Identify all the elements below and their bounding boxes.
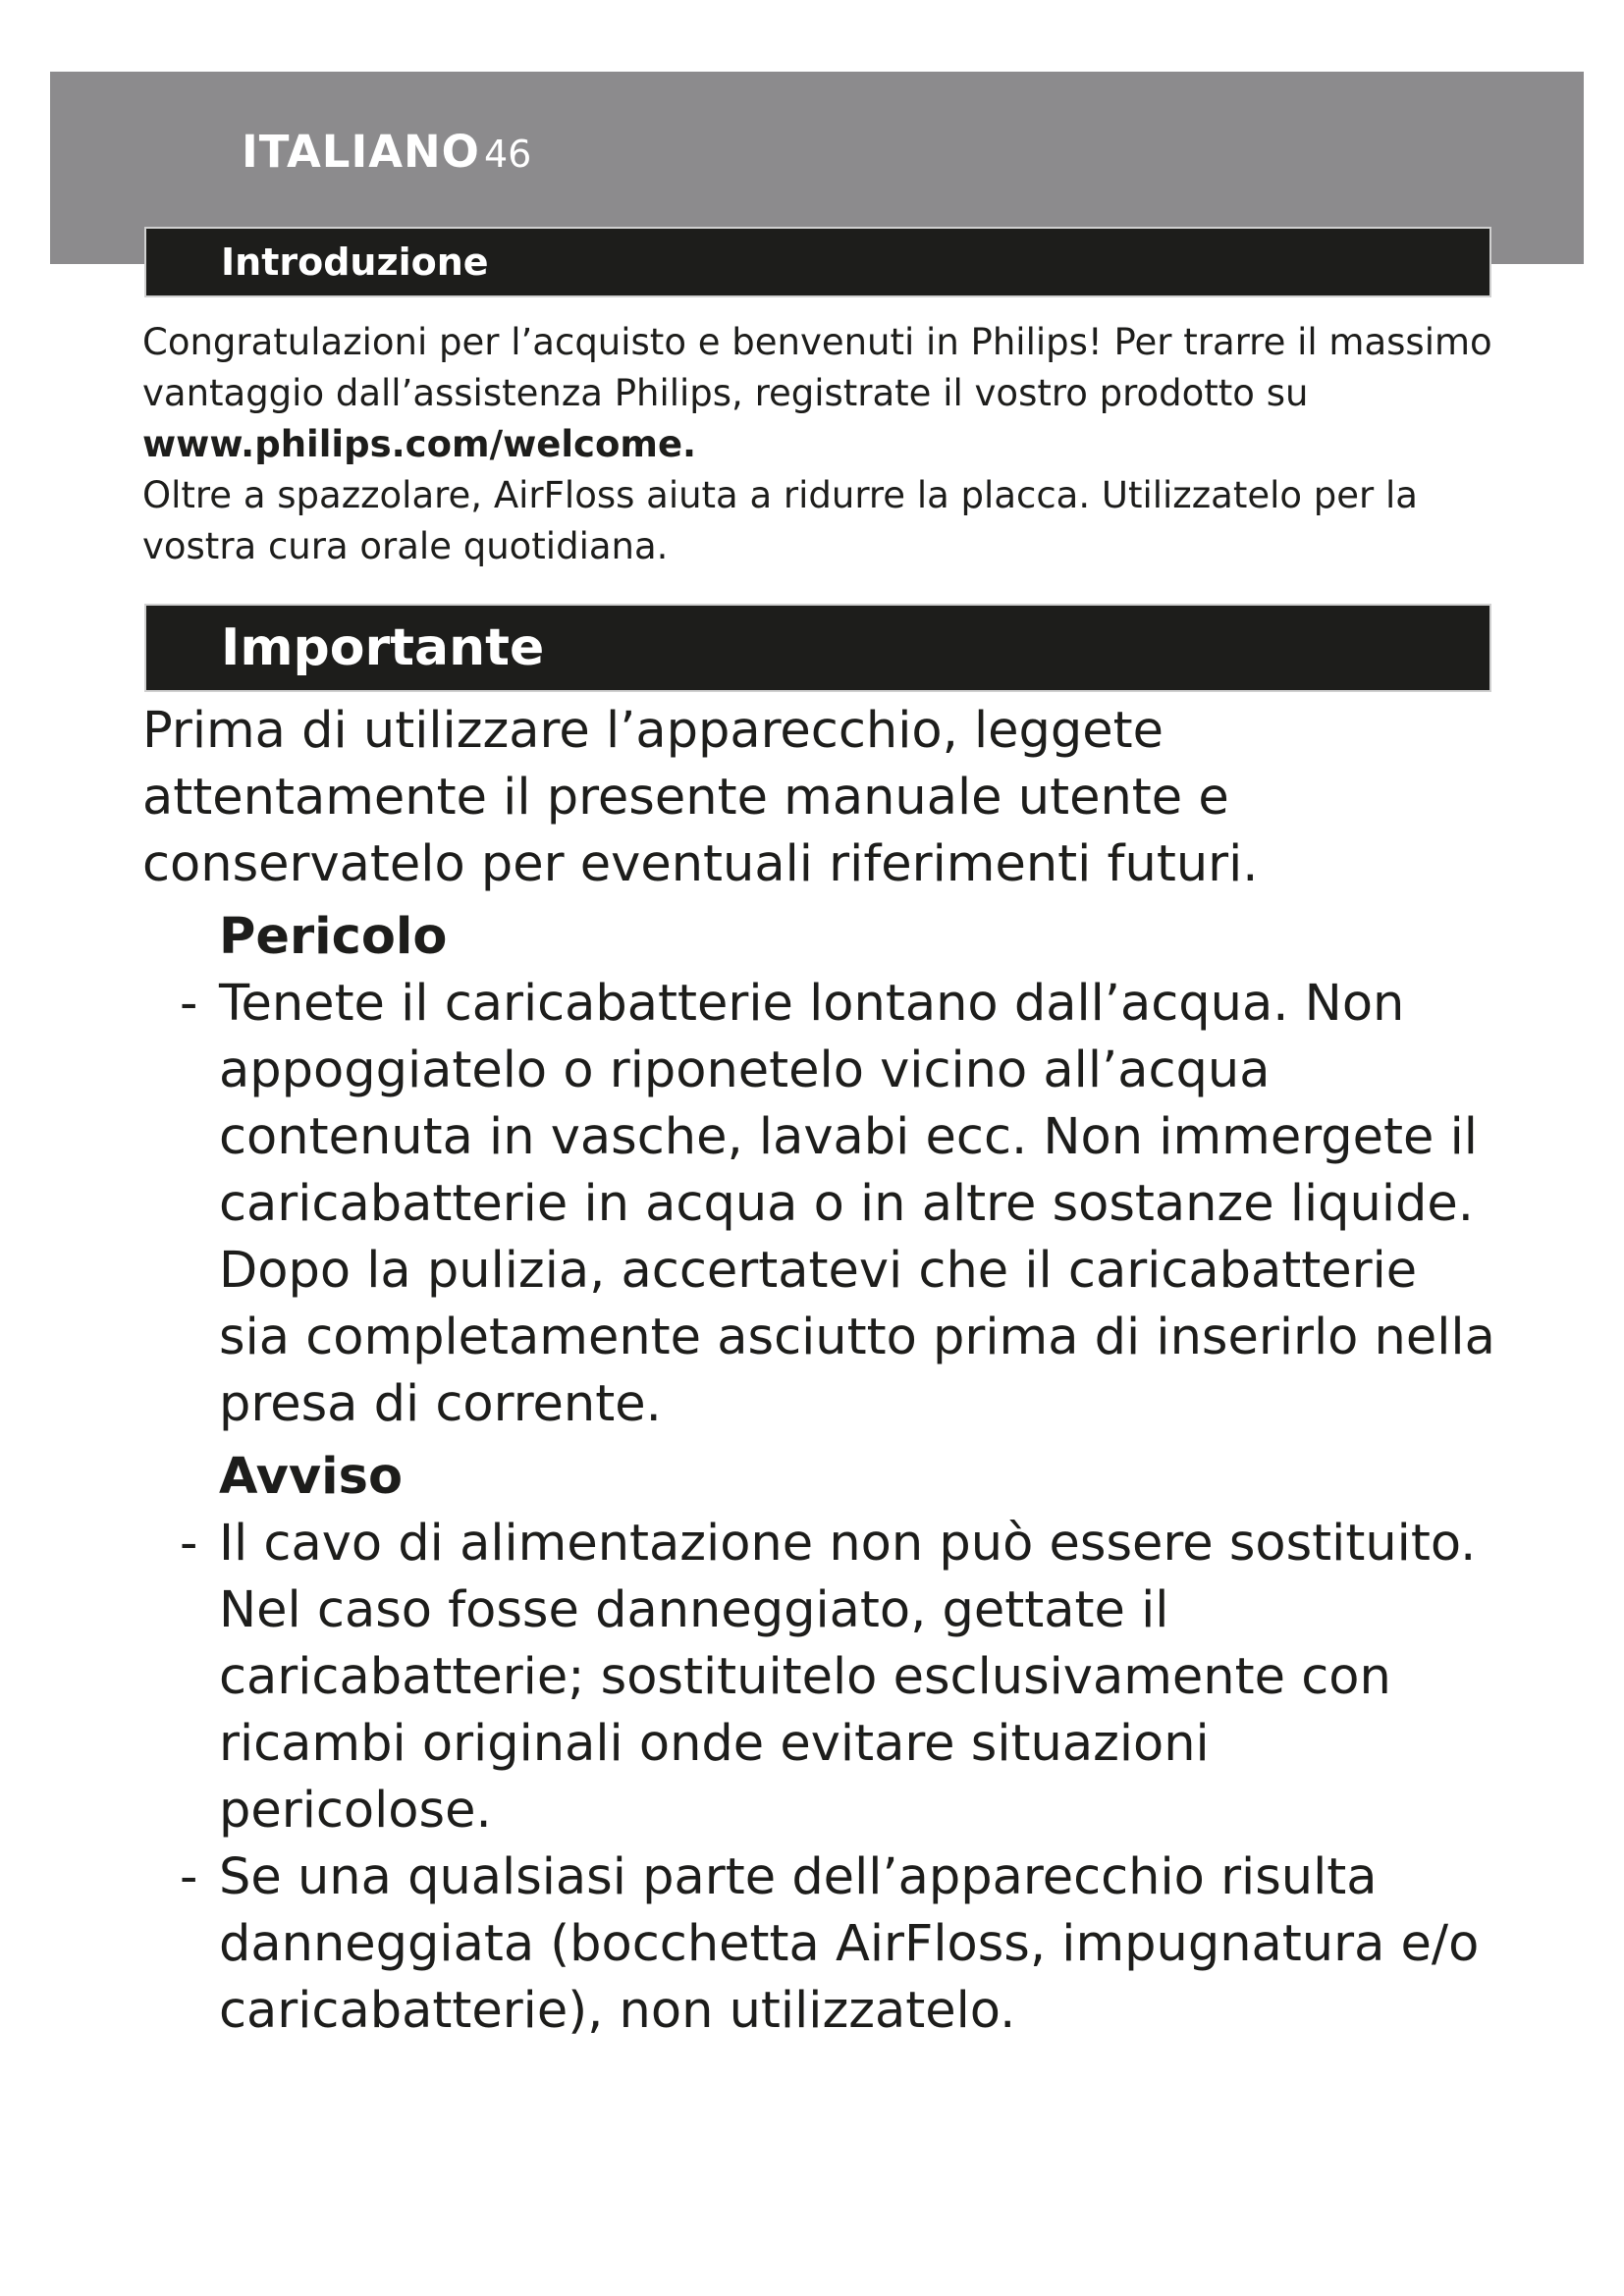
danger-item: [142, 971, 1497, 1438]
bullet-dash: -: [180, 1848, 198, 1906]
warning-item-text: Il cavo di alimentazione non può essere sostituito. Nel caso fosse danneggiato, gettate il caricabatterie; sostituitelo esclusivamente con ricambi originali onde evitare situazioni pericolose.: [219, 1515, 1477, 1840]
page-number: 46: [483, 133, 532, 176]
important-intro: Prima di utilizzare l’apparecchio, leggete attentamente il presente manuale utente e conservatelo per eventuali riferimenti futuri.: [142, 702, 1259, 893]
introduction-paragraph-2: Oltre a spazzolare, AirFloss aiuta a ridurre la placca. Utilizzatelo per la vostra cura orale quotidiana.: [142, 474, 1418, 567]
bullet-dash: -: [180, 1515, 198, 1573]
introduction-body: [142, 317, 1497, 572]
danger-list: [142, 971, 1497, 1438]
warning-item: [142, 1511, 1497, 1844]
registration-link[interactable]: www.philips.com/welcome.: [142, 423, 697, 465]
warning-item: [142, 1844, 1497, 2045]
bullet-dash: -: [180, 975, 198, 1033]
danger-heading: Pericolo: [219, 908, 448, 966]
section-heading-important: Importante: [146, 606, 1489, 690]
danger-item-text: Tenete il caricabatterie lontano dall’acqua. Non appoggiatelo o riponetelo vicino all’acqua contenuta in vasche, lavabi ecc. Non immergete il caricabatterie in acqua o in altre sostanze liquide. Dopo la pulizia, accertatevi che il caricabatterie sia completamente asciutto prima di inserirlo nella presa di corrente.: [219, 975, 1495, 1433]
warning-item-text: Se una qualsiasi parte dell’apparecchio risulta danneggiata (bocchetta AirFloss, impugnatura e/o caricabatterie), non utilizzatelo.: [219, 1848, 1480, 2040]
warning-heading: Avviso: [219, 1448, 404, 1506]
warning-list: [142, 1511, 1497, 2045]
introduction-paragraph-1: Congratulazioni per l’acquisto e benvenuti in Philips! Per trarre il massimo vantaggio dall’assistenza Philips, registrate il vostro prodotto su: [142, 321, 1492, 414]
language-label: ITALIANO: [242, 126, 480, 178]
important-body: [142, 698, 1497, 2045]
section-heading-introduction: Introduzione: [146, 229, 1489, 295]
page-header: [242, 126, 531, 178]
